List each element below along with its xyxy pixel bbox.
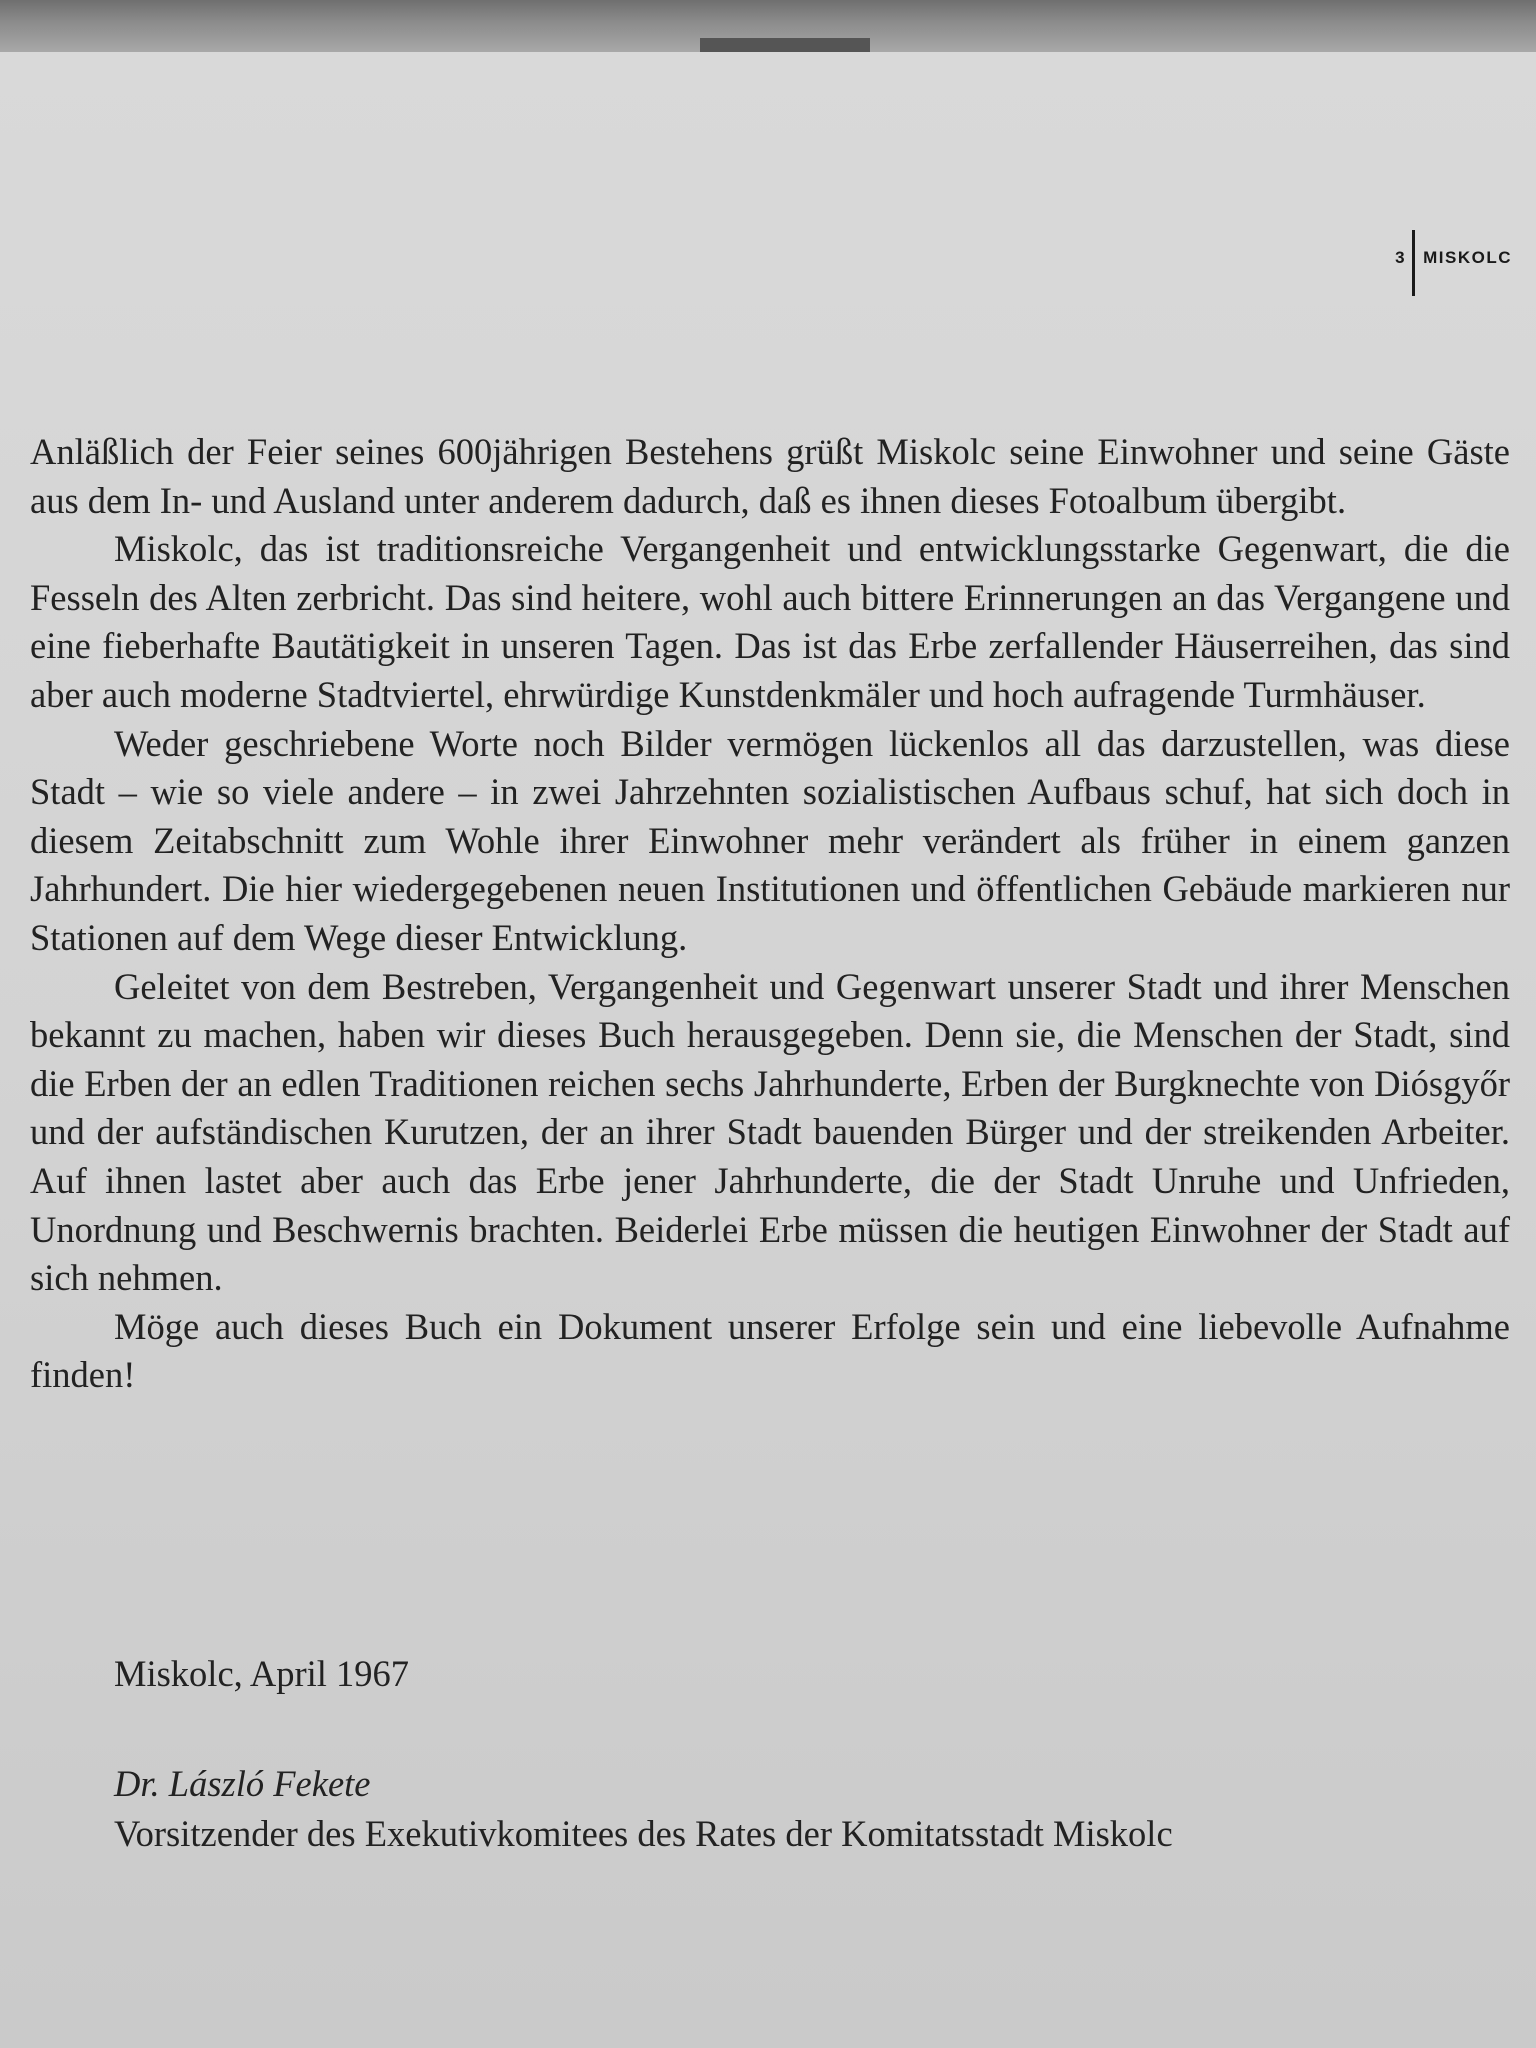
running-head: MISKOLC [1423,248,1512,267]
page-number: 3 [1395,248,1407,267]
page-header [1395,230,1512,296]
paragraph-3: Weder geschriebene Worte noch Bilder vermögen lückenlos all das darzustellen, was diese Stadt – wie so viele andere – in zwei Jahrzehnten sozialistischen Aufbaus schuf, hat sich doch in diesem Zeitabschnitt zum Wohle ihrer Einwohner mehr verändert als früher in einem ganzen Jahrhundert. Die hier wiedergegebenen neuen Institutionen und öffentlichen Gebäude markieren nur Stationen auf dem Wege dieser Entwicklung. [30,722,1510,958]
paragraph-4: Geleitet von dem Bestreben, Vergangenheit und Gegenwart unserer Stadt und ihrer Menschen bekannt zu machen, haben wir dieses Buch herausgegeben. Denn sie, die Menschen der Stadt, sind die Erben der an edlen Traditionen reichen sechs Jahrhunderte, Erben der Burgknechte von Diósgyőr und der aufständischen Kurutzen, der an ihrer Stadt bauenden Bürger und der streikenden Arbeiter. Auf ihnen lastet aber auch das Erbe jener Jahrhunderte, die der Stadt Unruhe und Unfrieden, Unordnung und Beschwernis brachten. Beiderlei Erbe müssen die heutigen Einwohner der Stadt auf sich nehmen. [30,965,1510,1299]
foreword-text [30,428,1510,1400]
paragraph-5: Möge auch dieses Buch ein Dokument unserer Erfolge sein und eine liebevolle Aufnahme finden! [30,1305,1510,1396]
header-divider-bar [1412,230,1415,296]
place-and-date: Miskolc, April 1967 [114,1653,410,1694]
background-top-edge [0,0,1536,52]
paragraph-1: Anläßlich der Feier seines 600jährigen Bestehens grüßt Miskolc seine Einwohner und seine Gäste aus dem In- und Ausland unter anderem dadurch, daß es ihnen dieses Fotoalbum übergibt. [30,431,1510,521]
signatory-title: Vorsitzender des Exekutivkomitees des Rates der Komitatsstadt Miskolc [114,1813,1173,1854]
signatory-name: Dr. László Fekete [114,1763,371,1804]
paragraph-2: Miskolc, das ist traditionsreiche Vergangenheit und entwicklungsstarke Gegenwart, die die Fesseln des Alten zerbricht. Das sind heitere, wohl auch bittere Erinnerungen an das Vergangene und eine fieberhafte Bautätigkeit in unseren Tagen. Das ist das Erbe zerfallender Häuserreihen, das sind aber auch moderne Stadtviertel, ehrwürdige Kunstdenkmäler und hoch aufragende Turmhäuser. [30,528,1510,715]
